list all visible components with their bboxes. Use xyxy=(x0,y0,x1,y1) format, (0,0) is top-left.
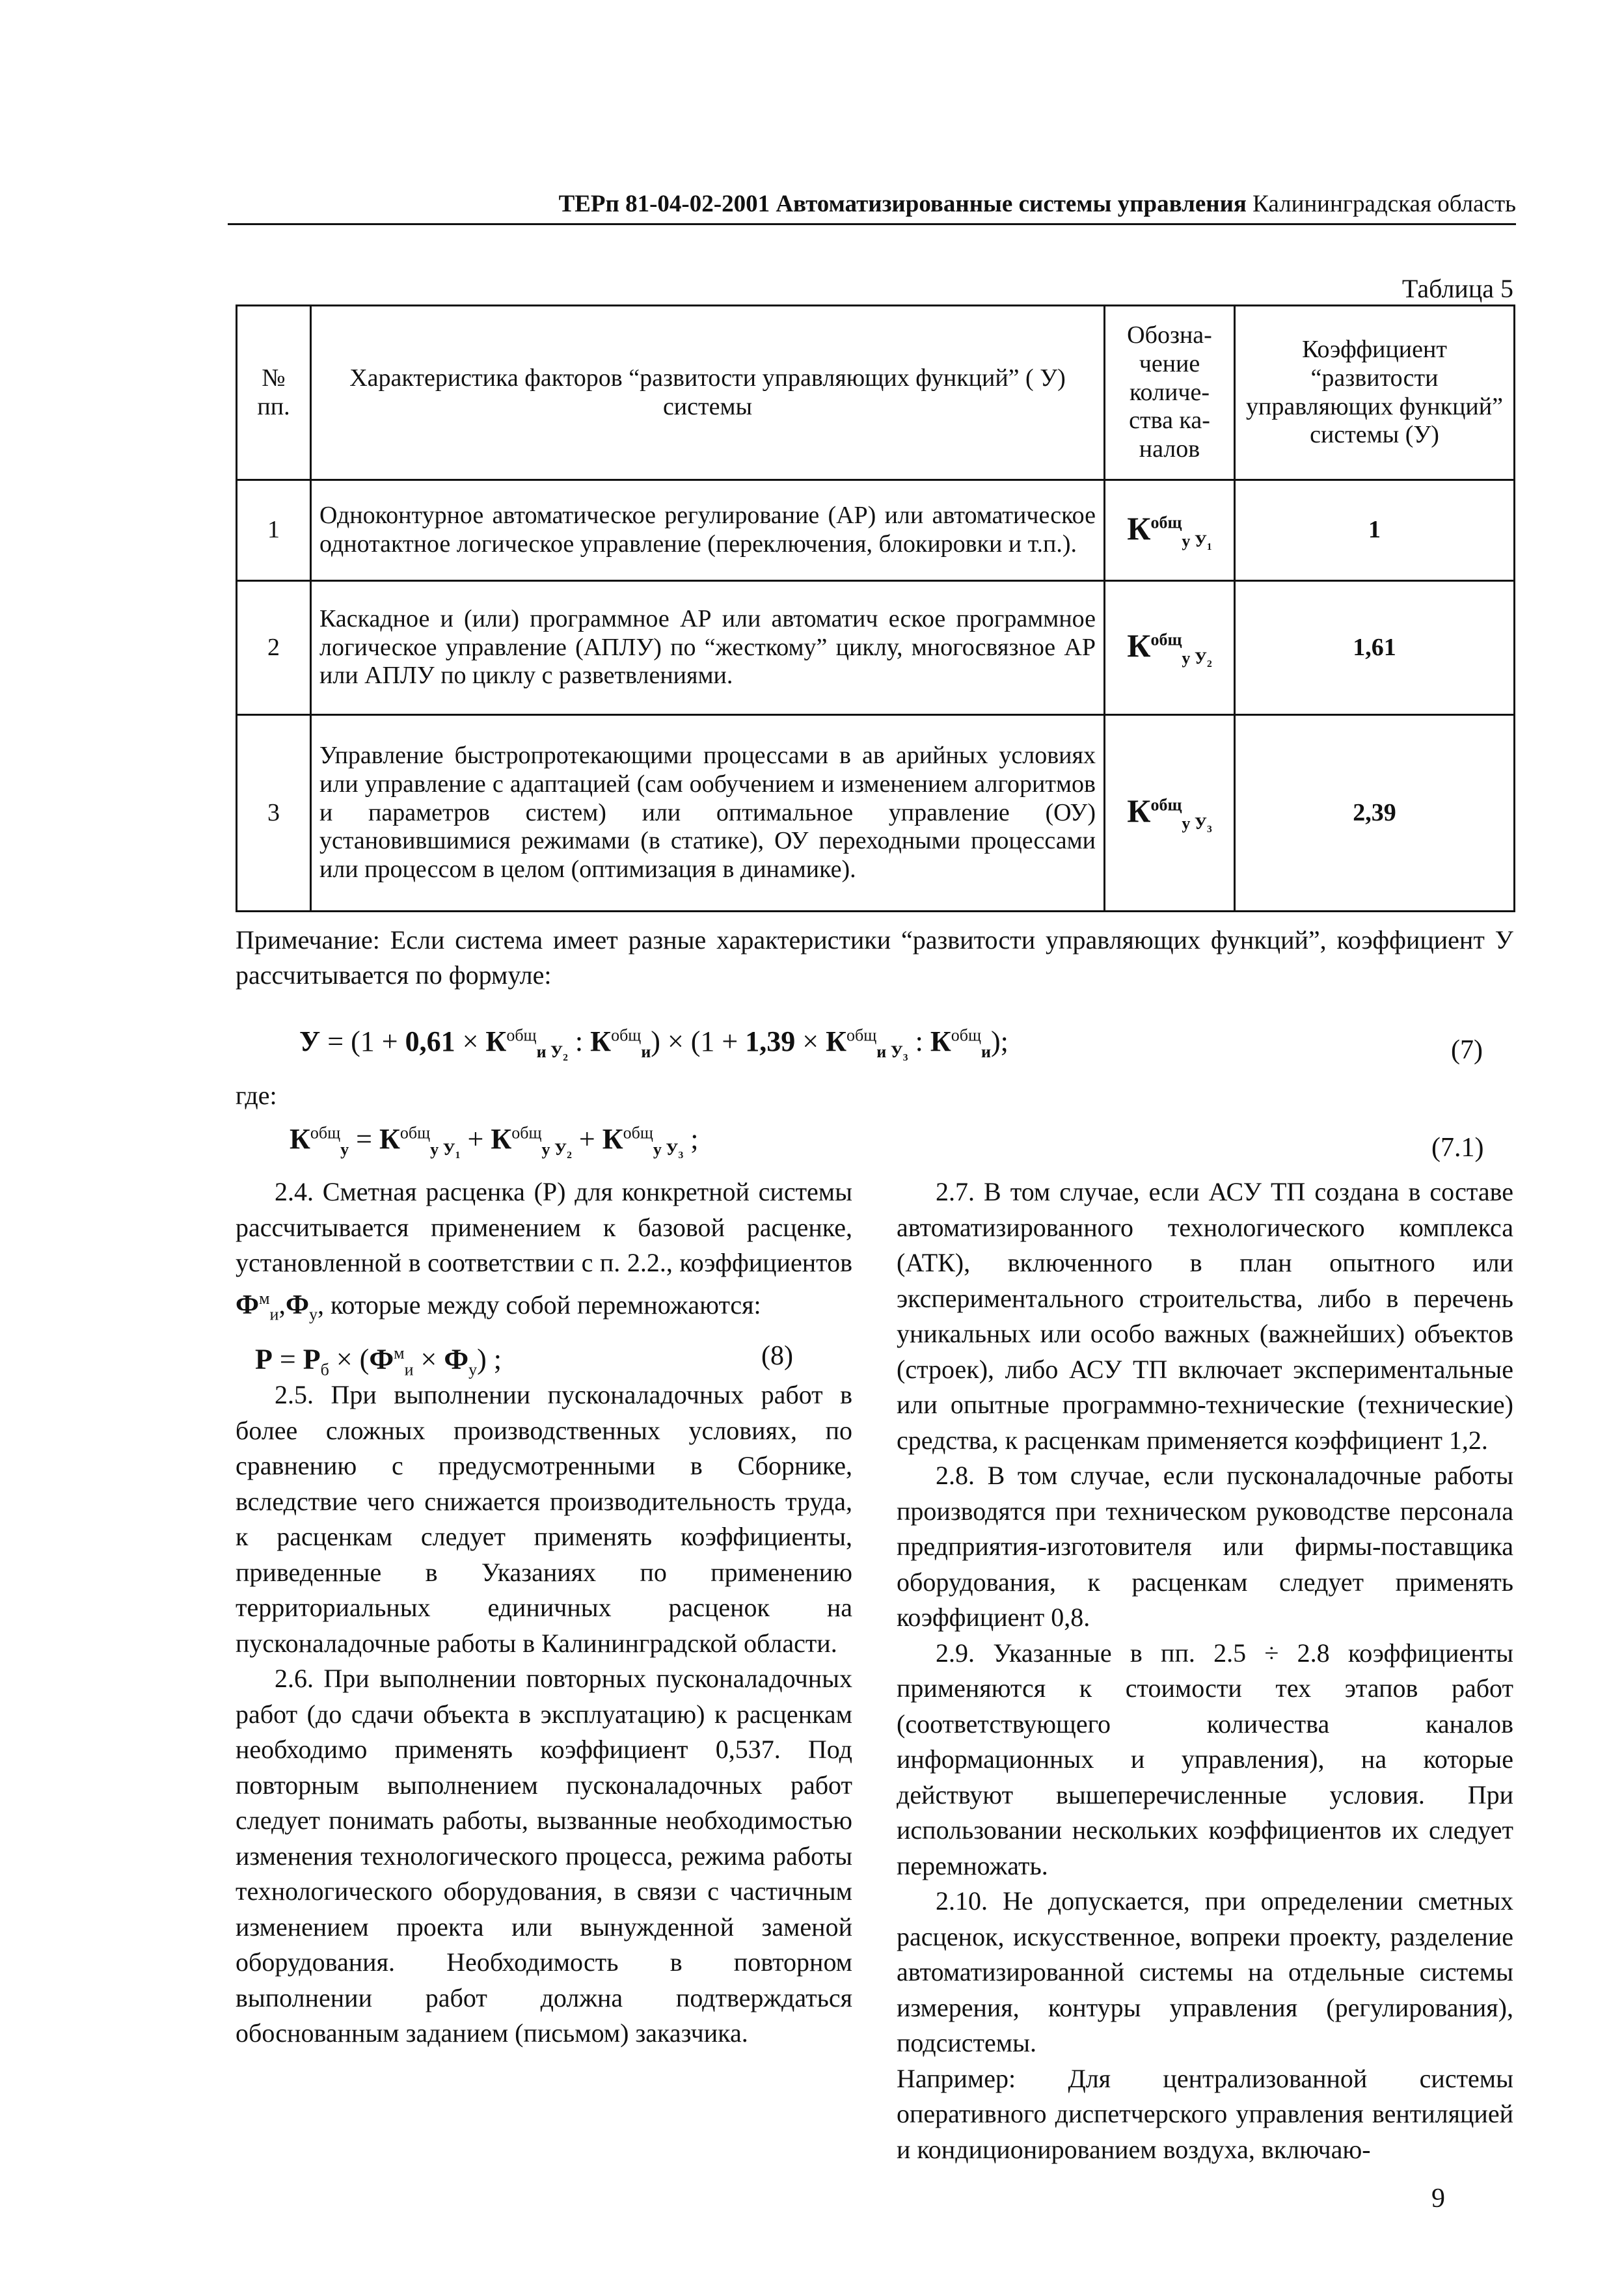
th-characteristic: Характеристика факторов “развитости управляющих функций” ( У) системы xyxy=(311,306,1105,480)
paragraph-2-5: 2.5. При выполнении пусконаладочных работ в более сложных производственных условиях, по сравнению с предусмотренными в Сборнике, вследствие чего снижается производительность труда, к расценкам следует применять коэффициенты, приведенные в Указаниях по применению территориальных единичных расценок на пусконаладочные работы в Калининградской области. xyxy=(236,1380,852,1658)
right-column xyxy=(897,1174,1513,2167)
row-coef: 2,39 xyxy=(1235,715,1515,912)
row-coef: 1,61 xyxy=(1235,581,1515,715)
running-header xyxy=(455,190,1516,218)
formula-8: $Р = Р_б \times (Ф^м_и \times Ф_у)$ ; xyxy=(255,1344,502,1379)
formula-7-number: (7) xyxy=(1451,1035,1483,1065)
row-num: 2 xyxy=(237,581,311,715)
header-rule xyxy=(228,223,1516,225)
page-number: 9 xyxy=(1431,2184,1445,2214)
factor-table xyxy=(236,305,1515,912)
left-column xyxy=(236,1174,852,2052)
table-row xyxy=(237,715,1515,912)
table-caption: Таблица 5 xyxy=(1401,274,1513,303)
row-desc: Одноконтурное автоматическое регулирование (АР) или автоматическое однотактное логическое управление (переключения, блокировки и т.п.). xyxy=(311,480,1105,581)
formula-7: $У = (1 + 0,61 \times К^{общ}_{и У_2}$ : $К^{общ}_и) \times (1 + 1,39 \times К^{общ}_{и У_3}$ : $К^{общ}_и$); xyxy=(299,1025,1008,1061)
th-num: № пп. xyxy=(237,306,311,480)
header-title: ТЕРп 81-04-02-2001 Автоматизированные системы управления xyxy=(558,191,1247,217)
row-desc: Каскадное и (или) программное АР или автоматич еское программное логическое управление (АПЛУ) по “жесткому” циклу, многосвязное АР или АПЛУ по циклу с разветвлениями. xyxy=(311,581,1105,715)
paragraph-example: Например: Для централизованной системы оперативного диспетчерского управления вентиляцией и кондиционированием воздуха, включаю- xyxy=(897,2063,1513,2164)
header-region: Калининградская область xyxy=(1252,191,1516,217)
formula-8-row xyxy=(236,1332,852,1377)
paragraph-2-8: 2.8. В том случае, если пусконаладочные работы производятся при техническом руководстве персонала предприятия-изготовителя или фирмы-поставщика оборудования, к расценкам следует применять коэффициент 0,8. xyxy=(897,1461,1513,1632)
th-coefficient: Коэффициент “развитости управляющих функций” системы (У) xyxy=(1235,306,1515,480)
paragraph-2-10: 2.10. Не допускается, при определении сметных расценок, искусственное, вопреки проекту, разделение автоматизированной системы на отдельные системы измерения, контуры управления (регулирования), подсистемы. xyxy=(897,1886,1513,2057)
paragraph-2-7: 2.7. В том случае, если АСУ ТП создана в составе автоматизированного технологического комплекса (АТК), включенного в план опытного или экспериментального строительства, либо в перечень уникальных или особо важных (важнейших) объектов (строек), либо АСУ ТП включает экспериментальные или опытные программно-технические (технические) средства, к расценкам применяется коэффициент 1,2. xyxy=(897,1177,1513,1455)
formula-7-1-number: (7.1) xyxy=(1431,1133,1484,1163)
row-symbol: $К^{общ}_{у У_3}$ xyxy=(1105,715,1235,912)
row-desc: Управление быстропротекающими процессами в ав арийных условиях или управление с адаптацией (сам ообучением и изменением алгоритмов и параметров систем) или оптимальное управление (ОУ) установившимися режимами (в статике), ОУ переходными процессами или процессом в целом (оптимизация в динамике). xyxy=(311,715,1105,912)
paragraph-2-4: 2.4. Сметная расценка (Р) для конкретной системы рассчитывается применением к базовой расценке, установленной в соответствии с п. 2.2., коэффициентов $Ф^м_и,Ф_у$, которые между собой перемножаются: xyxy=(236,1177,852,1323)
row-coef: 1 xyxy=(1235,480,1515,581)
row-num: 3 xyxy=(237,715,311,912)
formula-8-number: (8) xyxy=(761,1341,793,1372)
paragraph-2-4-end: , которые между собой перемножаются: xyxy=(318,1290,761,1320)
formula-7-1: $К^{общ}_у = К^{общ}_{у У_1} + К^{общ}_{у У_2} + К^{общ}_{у У_3}$ ; xyxy=(290,1123,699,1159)
table-row xyxy=(237,480,1515,581)
paragraph-2-6: 2.6. При выполнении повторных пусконаладочных работ (до сдачи объекта в эксплуатацию) к расценкам необходимо применять коэффициент 0,537. Под повторным выполнением пусконаладочных работ следует понимать работы, вызванные необходимостью изменения технологического процесса, режима работы технологического оборудования, в связи с частичным изменением проекта или вынужденной заменой оборудования. Необходимость в повторном выполнении работ должна подтверждаться обоснованным заданием (письмом) заказчика. xyxy=(236,1664,852,2048)
paragraph-2-9: 2.9. Указанные в пп. 2.5 ÷ 2.8 коэффициенты применяются к стоимости тех этапов работ (соответствующего количества каналов информационных и управления), на которые действуют вышеперечисленные условия. При использовании нескольких коэффициентов их следует перемножать. xyxy=(897,1638,1513,1880)
row-symbol: $К^{общ}_{у У_1}$ xyxy=(1105,480,1235,581)
row-num: 1 xyxy=(237,480,311,581)
paragraph-2-4-start: 2.4. Сметная расценка (Р) для конкретной системы рассчитывается применением к базовой расценке, установленной в соответствии с п. 2.2., коэффициентов xyxy=(236,1177,852,1277)
table-header-row xyxy=(237,306,1515,480)
table-row xyxy=(237,581,1515,715)
where-label: где: xyxy=(236,1081,277,1110)
note-paragraph: Примечание: Если система имеет разные характеристики “развитости управляющих функций”, коэффициент У рассчитывается по формуле: xyxy=(236,925,1513,990)
row-symbol: $К^{общ}_{у У_2}$ xyxy=(1105,581,1235,715)
th-designation: Обозна- чение количе- ства ка- налов xyxy=(1105,306,1235,480)
